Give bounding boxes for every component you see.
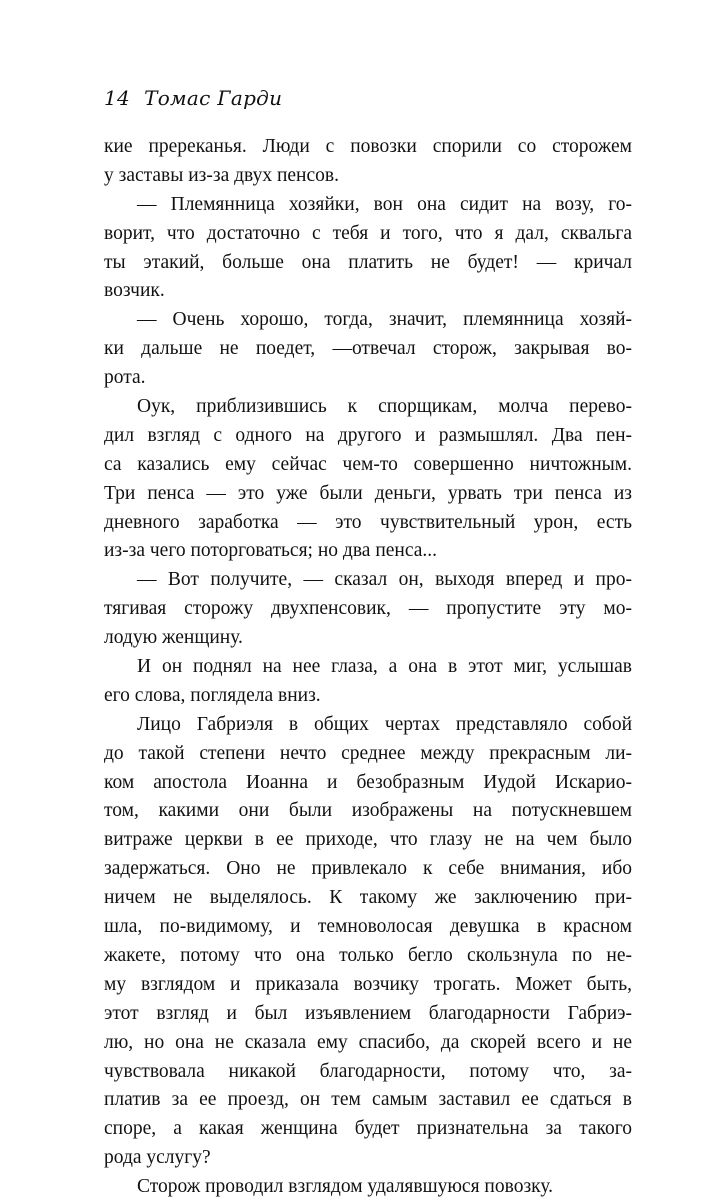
text-line: Оук, приблизившись к спорщикам, молча перево- <box>137 396 632 418</box>
text-line: ничем не выделялось. К такому же заключению при- <box>104 887 632 909</box>
text-line: са казались ему сейчас чем-то совершенно ничтожным. <box>104 453 632 475</box>
text-line: задержаться. Оно не привлекало к себе внимания, ибо <box>104 858 632 880</box>
text-line: — Вот получите, — сказал он, выходя вперед и про- <box>137 569 632 591</box>
text-line: рода услугу? <box>104 1147 211 1169</box>
text-line: том, какими они были изображены на потускневшем <box>104 800 632 822</box>
text-line: кие пререканья. Люди с повозки спорили со сторожем <box>104 136 632 157</box>
text-line: ворит, что достаточно с тебя и того, что я дал, сквальга <box>104 222 632 244</box>
text-line: лю, но она не сказала ему спасибо, да скорей всего и не <box>104 1031 632 1053</box>
text-line: шла, по-видимому, и темноволосая девушка в красном <box>104 916 632 938</box>
text-line: споре, а какая женщина будет признательна за такого <box>104 1118 632 1140</box>
text-line: ты этакий, больше она платить не будет! — кричал <box>104 251 632 273</box>
text-line: возчик. <box>104 280 165 302</box>
text-line: тягивая сторожу двухпенсовик, — пропустите эту мо- <box>104 598 632 620</box>
text-line: из-за чего поторговаться; но два пенса... <box>104 540 438 562</box>
text-line: Три пенса — это уже были деньги, урвать три пенса из <box>104 482 632 504</box>
text-line: чувствовала никакой благодарности, потому что, за- <box>104 1060 632 1082</box>
text-line: дил взгляд с одного на другого и размышлял. Два пен- <box>104 424 632 446</box>
text-line: жакете, потому что она только бегло скользнула по не- <box>104 944 632 966</box>
text-line: ки дальше не поедет, —отвечал сторож, закрывая во- <box>104 338 632 360</box>
text-line: лодую женщину. <box>104 627 243 649</box>
text-line: И он поднял на нее глаза, а она в этот миг, услышав <box>137 656 632 678</box>
text-line: — Очень хорошо, тогда, значит, племянница хозяй- <box>137 309 632 331</box>
text-line: у заставы из-за двух пенсов. <box>104 164 339 186</box>
text-line: витраже церкви в ее приходе, что глазу не на чем было <box>104 829 632 851</box>
text-line: Сторож проводил взглядом удалявшуюся повозку. <box>137 1176 554 1198</box>
text-line: дневного заработка — это чувствительный урон, есть <box>104 511 632 533</box>
running-head-author: Томас Гарди <box>144 86 283 110</box>
text-line: его слова, поглядела вниз. <box>104 684 321 706</box>
text-line: рота. <box>104 367 146 389</box>
running-head <box>104 86 282 110</box>
page-number: 14 <box>104 86 131 110</box>
text-line: — Племянница хозяйки, вон она сидит на возу, го- <box>137 193 632 215</box>
text-line: ком апостола Иоанна и безобразным Иудой Искарио- <box>104 771 632 793</box>
text-line: платив за ее проезд, он тем самым заставил ее сдаться в <box>104 1089 632 1111</box>
text-line: му взглядом и приказала возчику трогать. Может быть, <box>104 973 632 995</box>
text-line: до такой степени нечто среднее между прекрасным ли- <box>104 742 632 764</box>
text-line: Лицо Габриэля в общих чертах представляло собой <box>137 713 632 735</box>
text-line: этот взгляд и был изъявлением благодарности Габриэ- <box>104 1002 632 1024</box>
body-text <box>104 133 632 1202</box>
